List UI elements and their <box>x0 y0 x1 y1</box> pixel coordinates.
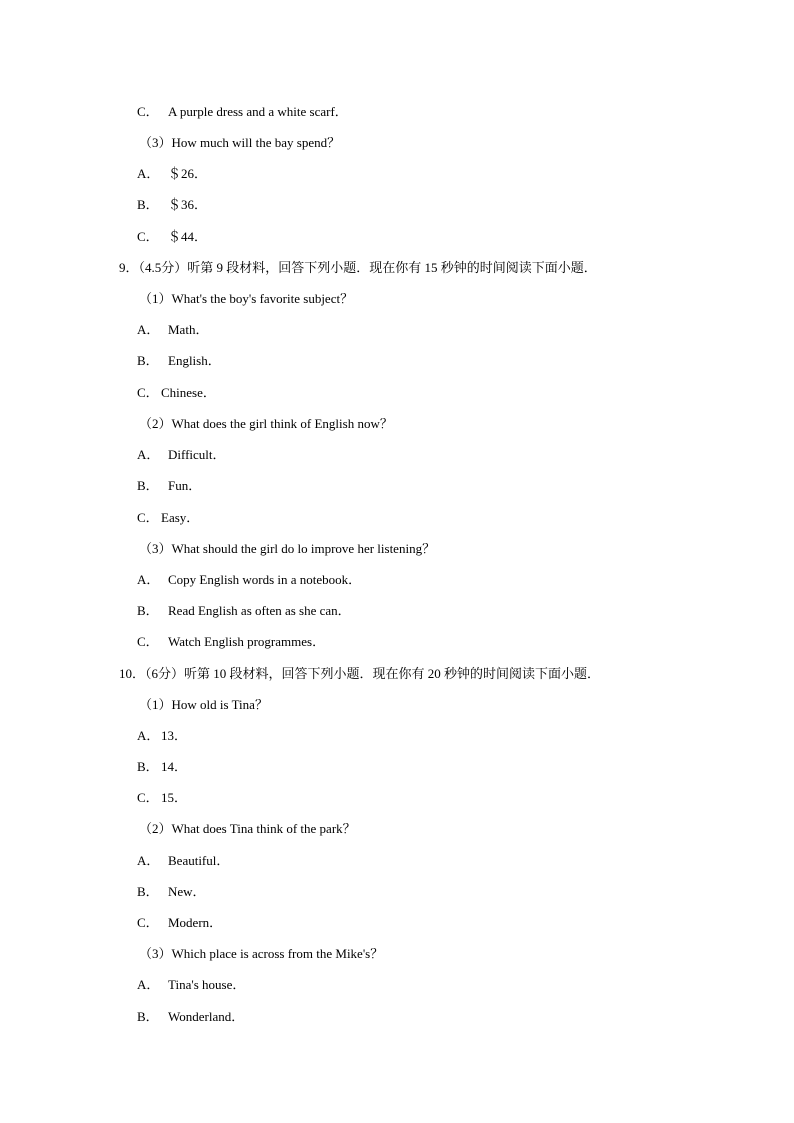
option-letter: C． <box>137 229 159 244</box>
option-text: Watch English programmes． <box>168 634 326 649</box>
option-q10-1-c <box>137 790 187 806</box>
option-text: 15． <box>161 790 188 805</box>
option-text: Beautiful． <box>168 853 230 868</box>
option-letter: C． <box>137 510 159 525</box>
sub-question-q9-2: （2）What does the girl think of English now？ <box>139 416 393 431</box>
option-text: ＄36． <box>168 197 208 212</box>
option-letter: A． <box>137 977 160 992</box>
option-q9-3-c <box>137 634 325 650</box>
option-q10-2-b <box>137 884 206 900</box>
option-letter: A． <box>137 322 160 337</box>
option-q8-3-a <box>137 166 207 182</box>
option-letter: C． <box>137 790 159 805</box>
option-text: English． <box>168 353 221 368</box>
option-q9-2-c <box>137 510 199 526</box>
option-q10-1-a <box>137 728 187 744</box>
option-text: Read English as often as she can． <box>168 603 351 618</box>
option-text: 13． <box>161 728 188 743</box>
option-letter: C． <box>137 915 159 930</box>
option-letter: B． <box>137 759 159 774</box>
option-letter: A． <box>137 853 160 868</box>
sub-question-q9-1: （1）What's the boy's favorite subject？ <box>139 291 354 306</box>
option-letter: A． <box>137 166 160 181</box>
option-q8-3-c-prev <box>137 104 348 120</box>
option-letter: A． <box>137 572 160 587</box>
option-text: 14． <box>161 759 188 774</box>
option-letter: B． <box>137 478 159 493</box>
option-text: Wonderland． <box>168 1009 245 1024</box>
option-letter: B． <box>137 884 159 899</box>
option-q9-2-a <box>137 447 226 463</box>
option-letter: B． <box>137 603 159 618</box>
option-letter: C． <box>137 634 159 649</box>
option-text: Modern． <box>168 915 223 930</box>
option-letter: B． <box>137 353 159 368</box>
option-letter: C． <box>137 104 159 119</box>
question-9-heading: 9．（4.5分）听第 9 段材料，回答下列小题．现在你有 15 秒钟的时间阅读下面小题． <box>119 260 597 275</box>
option-q8-3-b <box>137 197 207 213</box>
option-text: Copy English words in a notebook． <box>168 572 362 587</box>
option-q9-1-a <box>137 322 208 338</box>
option-letter: B． <box>137 1009 159 1024</box>
option-q9-3-a <box>137 572 361 588</box>
option-text: Difficult． <box>168 447 226 462</box>
sub-question-q10-2: （2）What does Tina think of the park？ <box>139 821 356 836</box>
option-text: A purple dress and a white scarf． <box>168 104 348 119</box>
option-text: Chinese． <box>161 385 216 400</box>
question-10-heading: 10．（6分）听第 10 段材料，回答下列小题．现在你有 20 秒钟的时间阅读下面小题． <box>119 666 601 681</box>
option-text: Easy． <box>161 510 200 525</box>
option-letter: A． <box>137 728 160 743</box>
option-q10-2-c <box>137 915 222 931</box>
option-text: ＄44． <box>168 229 208 244</box>
sub-question-q10-1: （1）How old is Tina？ <box>139 697 268 712</box>
option-letter: B． <box>137 197 159 212</box>
option-text: New． <box>168 884 206 899</box>
option-q10-3-b <box>137 1009 244 1025</box>
option-text: Tina's house． <box>168 977 246 992</box>
sub-question-q9-3: （3）What should the girl do lo improve her listening？ <box>139 541 436 556</box>
option-text: Fun． <box>168 478 202 493</box>
option-text: ＄26． <box>168 166 208 181</box>
option-q10-1-b <box>137 759 187 775</box>
option-q10-3-a <box>137 977 245 993</box>
option-q9-1-b <box>137 353 221 369</box>
option-q9-1-c <box>137 385 216 401</box>
option-text: Math． <box>168 322 209 337</box>
option-letter: C． <box>137 385 159 400</box>
sub-question-q10-3: （3）Which place is across from the Mike's？ <box>139 946 384 961</box>
sub-question-q8-3: （3）How much will the bay spend？ <box>139 135 341 150</box>
option-q9-2-b <box>137 478 201 494</box>
option-letter: A． <box>137 447 160 462</box>
option-q8-3-c <box>137 229 207 245</box>
option-q9-3-b <box>137 603 351 619</box>
option-q10-2-a <box>137 853 229 869</box>
